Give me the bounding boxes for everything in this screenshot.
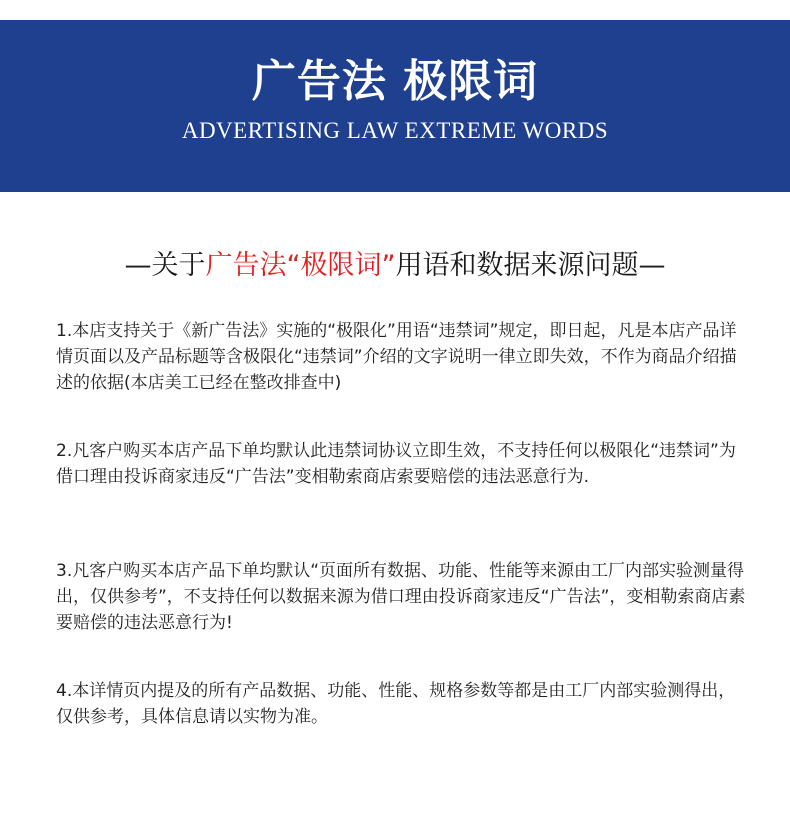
paragraph-3: 3.凡客户购买本店产品下单均默认“页面所有数据、功能、性能等来源由工厂内部实验测量得出，仅供参考”，不支持任何以数据来源为借口理由投诉商家违反“广告法”，变相勒索商店素要赔偿的违法恶意行为! — [56, 561, 746, 633]
paragraph-4: 4.本详情页内提及的所有产品数据、功能、性能、规格参数等都是由工厂内部实验测得出，仅供参考，具体信息请以实物为准。 — [56, 681, 736, 727]
header-banner — [0, 20, 790, 192]
heading-highlight: 广告法“极限词” — [205, 250, 396, 281]
banner-title: 广告法 极限词 — [251, 56, 539, 107]
top-margin — [0, 0, 790, 20]
section-heading — [0, 246, 790, 286]
heading-suffix: 用语和数据来源问题— — [395, 250, 666, 281]
heading-prefix: —关于 — [124, 250, 206, 281]
banner-subtitle: ADVERTISING LAW EXTREME WORDS — [181, 118, 609, 143]
paragraph-2: 2.凡客户购买本店产品下单均默认此违禁词协议立即生效，不支持任何以极限化“违禁词”为借口理由投诉商家违反“广告法”变相勒索商店索要赔偿的违法恶意行为. — [56, 441, 736, 487]
paragraph-1: 1.本店支持关于《新广告法》实施的“极限化”用语“违禁词”规定，即日起，凡是本店产品详情页面以及产品标题等含极限化“违禁词”介绍的文字说明一律立即失效，不作为商品介绍描述的依据(本店美工已经在整改排查中) — [56, 321, 737, 393]
